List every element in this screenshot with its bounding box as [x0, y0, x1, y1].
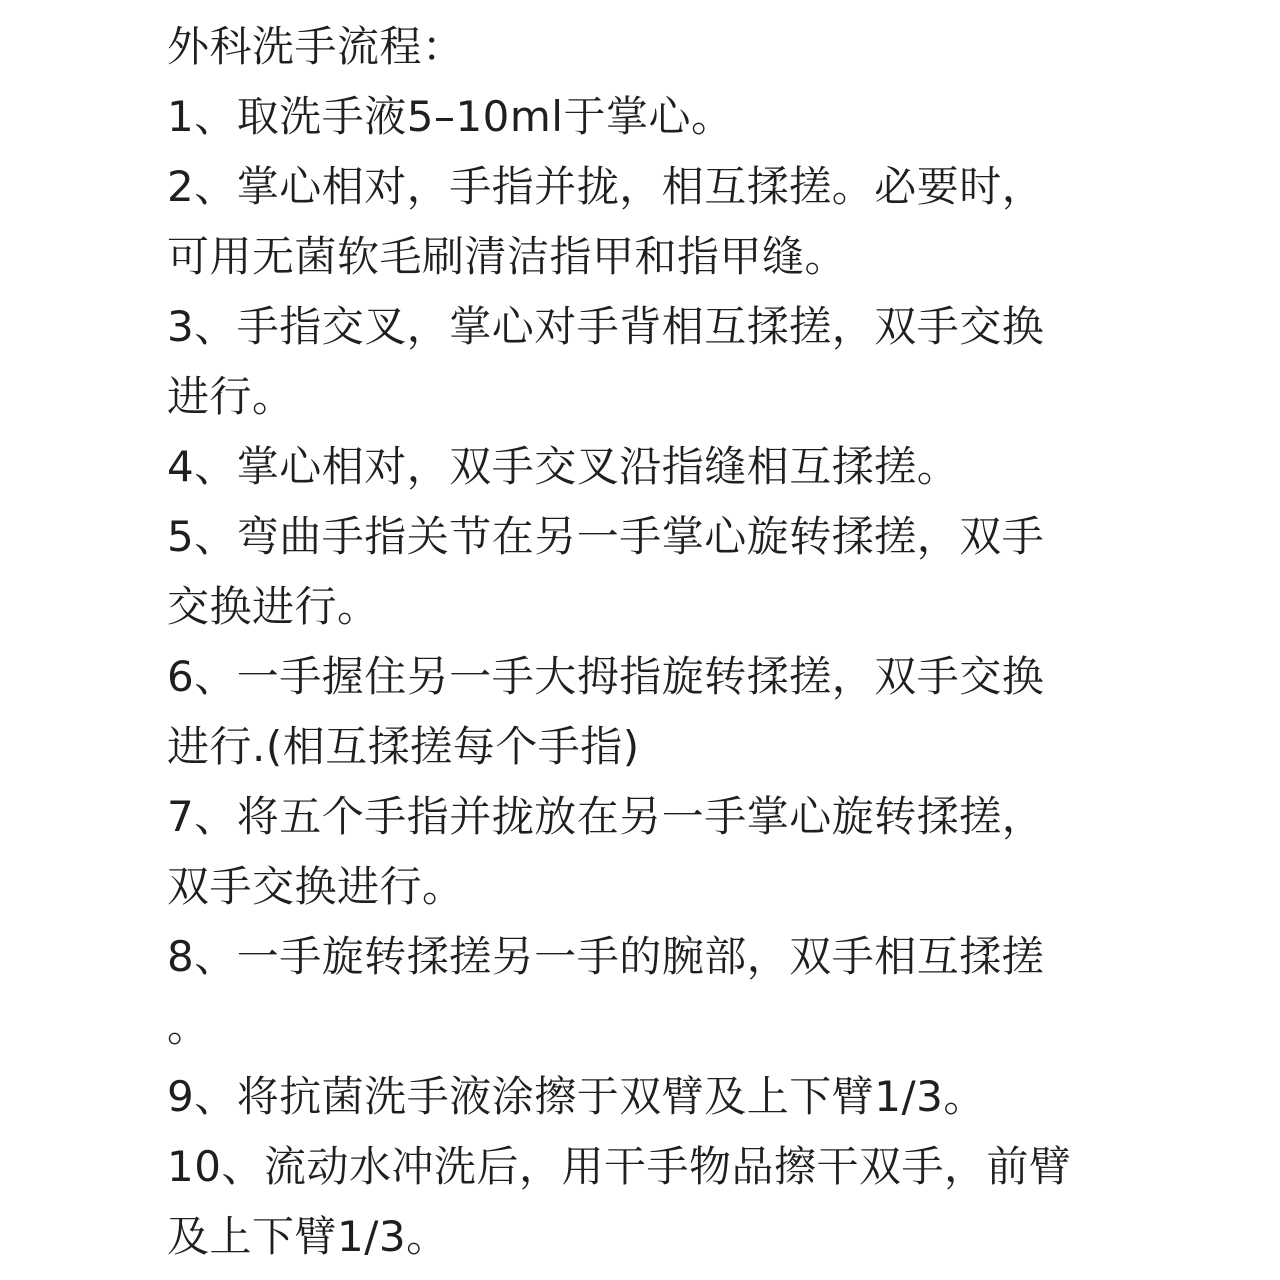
document-body	[167, 12, 1127, 1272]
step-7-line-2: 双手交换进行。	[167, 862, 465, 911]
step-10-line-2: 及上下臂1/3。	[167, 1212, 449, 1261]
step-2-line-2: 可用无菌软毛刷清洁指甲和指甲缝。	[167, 232, 848, 281]
step-2-line-1: 2、掌心相对，手指并拢，相互揉搓。必要时，	[167, 162, 1045, 211]
step-8-line-1: 8、一手旋转揉搓另一手的腕部，双手相互揉搓	[167, 932, 1045, 981]
step-6-line-1: 6、一手握住另一手大拇指旋转揉搓，双手交换	[167, 652, 1045, 701]
step-3-line-1: 3、手指交叉，掌心对手背相互揉搓，双手交换	[167, 302, 1045, 351]
step-5-line-2: 交换进行。	[167, 582, 380, 631]
step-4-line: 4、掌心相对，双手交叉沿指缝相互揉搓。	[167, 442, 960, 491]
step-10-line-1: 10、流动水冲洗后，用干手物品擦干双手，前臂	[167, 1142, 1072, 1191]
document-title: 外科洗手流程：	[167, 22, 465, 71]
step-7-line-1: 7、将五个手指并拢放在另一手掌心旋转揉搓，	[167, 792, 1045, 841]
step-6-line-2: 进行.(相互揉搓每个手指)	[167, 722, 640, 771]
step-1-line: 1、取洗手液5–10ml于掌心。	[167, 92, 734, 141]
step-3-line-2: 进行。	[167, 372, 295, 421]
step-9-line: 9、将抗菌洗手液涂擦于双臂及上下臂1/3。	[167, 1072, 986, 1121]
step-8-line-2: 。	[167, 1002, 210, 1051]
step-5-line-1: 5、弯曲手指关节在另一手掌心旋转揉搓，双手	[167, 512, 1045, 561]
